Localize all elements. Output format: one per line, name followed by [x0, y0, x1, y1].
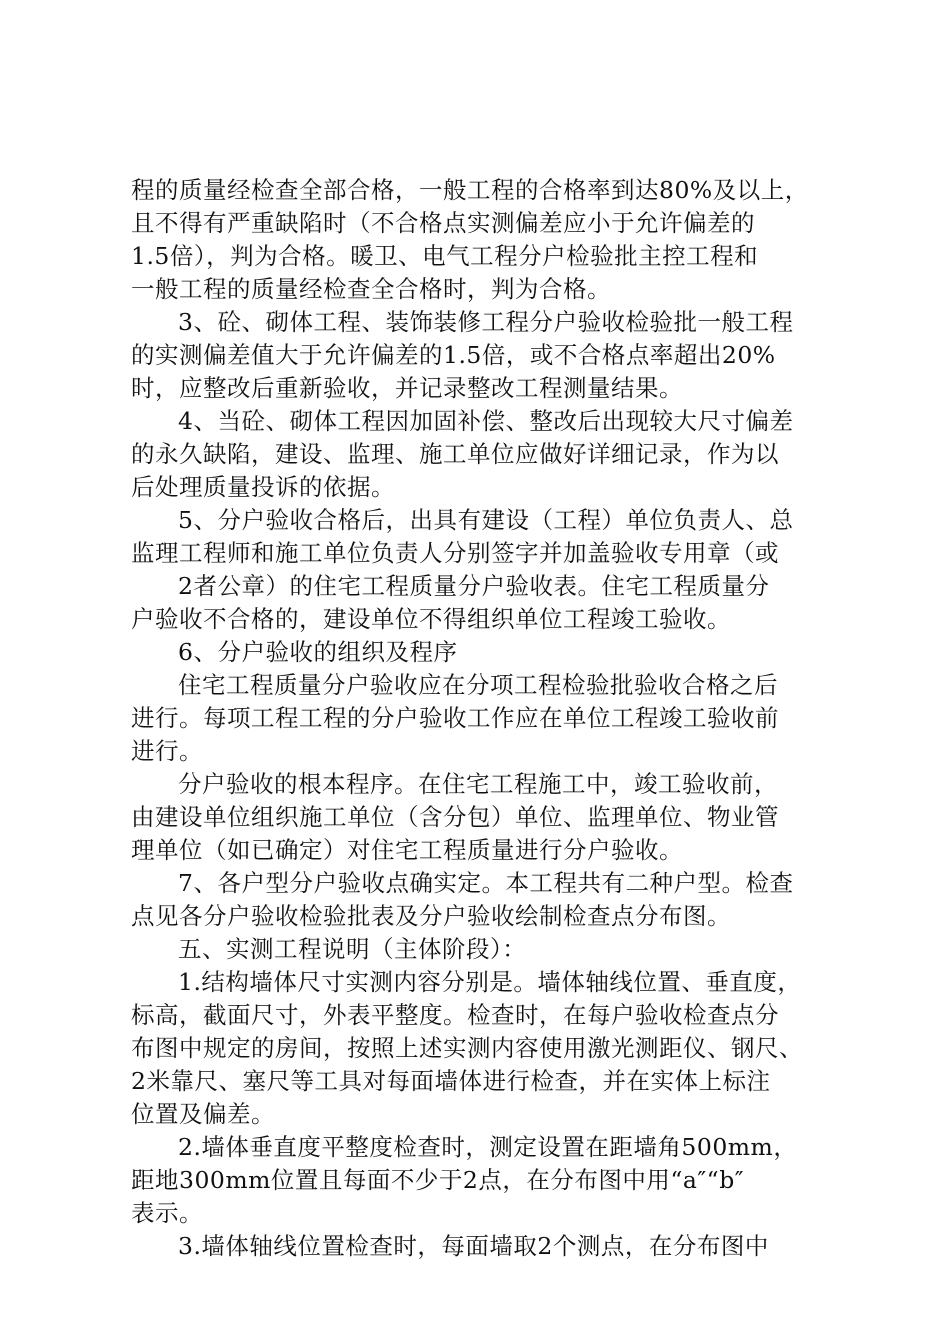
text-line: 位置及偏差。	[131, 1100, 275, 1128]
text-line: 且不得有严重缺陷时（不合格点实测偏差应小于允许偏差的	[131, 209, 755, 237]
text-line: 表示。	[131, 1199, 203, 1227]
text-line: 3、砼、砌体工程、装饰装修工程分户验收检验批一般工程	[178, 308, 794, 336]
text-line: 住宅工程质量分户验收应在分项工程检验批验收合格之后	[178, 671, 778, 699]
text-line: 4、当砼、砌体工程因加固补偿、整改后出现较大尺寸偏差	[178, 407, 794, 435]
text-line: 的实测偏差值大于允许偏差的1.5倍，或不合格点率超出20%	[131, 341, 776, 369]
text-line: 理单位（如已确定）对住宅工程质量进行分户验收。	[131, 836, 683, 864]
text-line: 2米靠尺、塞尺等工具对每面墙体进行检查，并在实体上标注	[131, 1067, 771, 1095]
text-line: 点见各分户验收检验批表及分户验收绘制检查点分布图。	[131, 902, 731, 930]
text-line: 监理工程师和施工单位负责人分别签字并加盖验收专用章（或	[131, 539, 779, 567]
text-line: 时，应整改后重新验收，并记录整改工程测量结果。	[131, 374, 683, 402]
text-line: 的永久缺陷，建设、监理、施工单位应做好详细记录，作为以	[131, 440, 779, 468]
text-line: 后处理质量投诉的依据。	[131, 473, 395, 501]
text-line: 距地300mm位置且每面不少于2点，在分布图中用“a″“b″	[131, 1166, 745, 1194]
text-line: 标高，截面尺寸，外表平整度。检查时，在每户验收检查点分	[131, 1001, 779, 1029]
text-line: 2者公章）的住宅工程质量分户验收表。住宅工程质量分	[178, 572, 770, 600]
text-line: 3.墙体轴线位置检查时，每面墙取2个测点，在分布图中	[178, 1232, 769, 1260]
text-line: 2.墙体垂直度平整度检查时，测定设置在距墙角500mm，	[178, 1133, 798, 1161]
text-line: 程的质量经检查全部合格，一般工程的合格率到达80%及以上，	[131, 176, 809, 204]
text-line: 进行。	[131, 737, 203, 765]
text-line: 1.5倍），判为合格。暖卫、电气工程分户检验批主控工程和	[131, 242, 759, 270]
text-line: 进行。每项工程工程的分户验收工作应在单位工程竣工验收前	[131, 704, 779, 732]
text-line: 1.结构墙体尺寸实测内容分别是。墙体轴线位置、垂直度，	[178, 968, 802, 996]
text-line: 5、分户验收合格后，出具有建设（工程）单位负责人、总	[178, 506, 794, 534]
text-line: 五、实测工程说明（主体阶段）：	[178, 935, 527, 963]
text-line: 6、分户验收的组织及程序	[178, 638, 458, 666]
text-line: 布图中规定的房间，按照上述实测内容使用激光测距仪、钢尺、	[131, 1034, 803, 1062]
text-line: 一般工程的质量经检查全合格时，判为合格。	[131, 275, 611, 303]
text-line: 分户验收的根本程序。在住宅工程施工中，竣工验收前，	[178, 770, 778, 798]
text-line: 户验收不合格的，建设单位不得组织单位工程竣工验收。	[131, 605, 731, 633]
text-line: 由建设单位组织施工单位（含分包）单位、监理单位、物业管	[131, 803, 779, 831]
text-line: 7、各户型分户验收点确实定。本工程共有二种户型。检查	[178, 869, 794, 897]
